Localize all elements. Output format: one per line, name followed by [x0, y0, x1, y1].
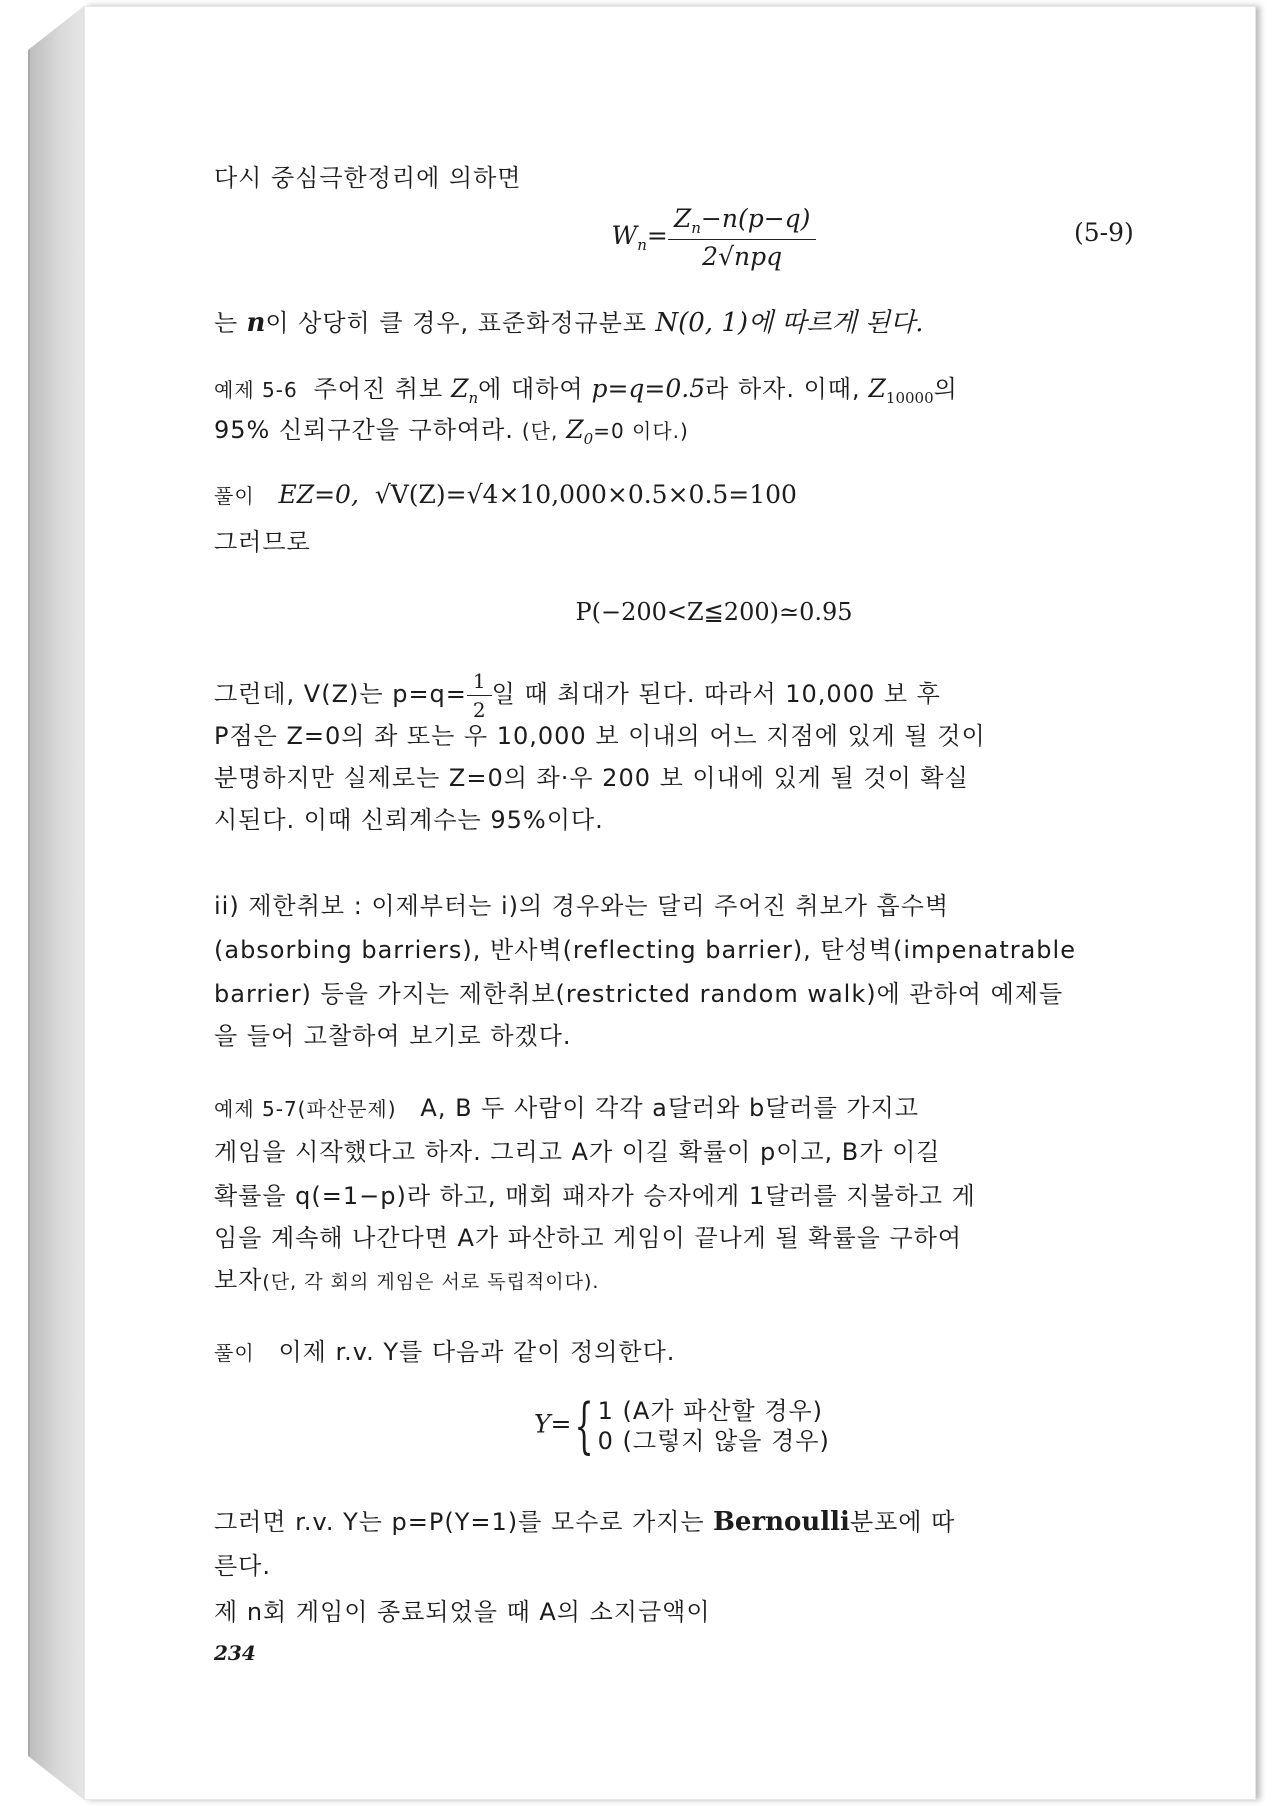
section-ii-line1: ii) 제한취보 : 이제부터는 i)의 경우와는 달리 주어진 취보가 흡수벽 [214, 892, 950, 920]
eq-denominator: 2√npq [702, 242, 783, 271]
page-number: 234 [214, 1641, 256, 1665]
text-line: 는 n이 상당히 클 경우, 표준화정규분포 N(0, 1)에 따르게 된다. [214, 308, 924, 338]
example-5-7-line5: 보자(단, 각 회의 게임은 서로 독립적이다). [214, 1266, 600, 1294]
paragraph-line: 그런데, V(Z)는 p=q= $\frac{1}{2}$ 일 때 최대가 된다. 따라서 10,000 보 후 [214, 669, 941, 722]
equation-number: (5-9) [1074, 218, 1134, 247]
paragraph-line: 분명하지만 실제로는 Z=0의 좌·우 200 보 이내에 있게 될 것이 확실 [214, 764, 969, 792]
eq-numerator: Z [673, 204, 692, 233]
section-ii-line2: (absorbing barriers), 반사벽(reflecting barrier), 탄성벽(impenatrable [214, 936, 1076, 964]
solution-line: 풀이 이제 r.v. Y를 다음과 같이 정의한다. [214, 1338, 676, 1366]
paragraph-line: 제 n회 게임이 종료되었을 때 A의 소지금액이 [214, 1598, 711, 1626]
solution-label: 풀이 [214, 484, 255, 508]
solution-line: 풀이 EZ=0, √V(Z)=√4×10,000×0.5×0.5=100 [214, 480, 797, 509]
cases-equation: Y={ 1 (A가 파산할 경우) 0 (그렇지 않을 경우) [534, 1391, 830, 1461]
text-line: 그러므로 [214, 528, 311, 556]
book-spine-line [28, 50, 30, 1756]
paragraph-line: 른다. [214, 1552, 271, 1580]
section-ii-line4: 을 들어 고찰하여 보기로 하겠다. [214, 1022, 572, 1050]
probability-equation: P(−200<Z≦200)≃0.95 [575, 598, 853, 626]
example-5-7-line1: 예제 5-7(파산문제) A, B 두 사람이 각각 a달러와 b달러를 가지고 [214, 1094, 920, 1122]
example-label: 예제 5-6 [214, 378, 298, 402]
paragraph-line: P점은 Z=0의 좌 또는 우 10,000 보 이내의 어느 지점에 있게 될 것이 [214, 722, 986, 750]
paragraph-line: 그러면 r.v. Y는 p=P(Y=1)를 모수로 가지는 Bernoulli분포에 따 [214, 1507, 956, 1537]
text-line: 다시 중심극한정리에 의하면 [214, 164, 522, 192]
example-5-6-line1: 예제 5-6 주어진 취보 $Z_n$에 대하여 p=q=0.5라 하자. 이때, $Z_{10000}$의 [214, 374, 958, 407]
book-spine-edge [28, 6, 84, 1800]
example-5-7-line2: 게임을 시작했다고 하자. 그리고 A가 이길 확률이 p이고, B가 이길 [214, 1138, 941, 1166]
section-ii-line3: barrier) 등을 가지는 제한취보(restricted random walk)에 관하여 예제들 [214, 980, 1064, 1008]
eq-numerator-tail: −n(p−q) [700, 204, 811, 233]
paragraph-line: 시된다. 이때 신뢰계수는 95%이다. [214, 806, 604, 834]
eq-fraction: $\frac{Z_n-n(p-q)}{\text{2√npq}}$ [668, 204, 817, 271]
eq-lhs: W [611, 221, 638, 250]
example-5-6-line2: 95% 신뢰구간을 구하여라. (단, $Z_0=0$ 이다.) [214, 415, 689, 448]
example-5-7-line3: 확률을 q(=1−p)라 하고, 매회 패자가 승자에게 1달러를 지불하고 게 [214, 1182, 976, 1210]
equation-5-9: $W_n=$ $\frac{Z_n-n(p-q)}{\text{2√npq}}$ [214, 204, 1214, 271]
example-label: 예제 5-7(파산문제) [214, 1097, 397, 1121]
book-page [84, 6, 1256, 1800]
example-5-7-line4: 임을 계속해 나간다면 A가 파산하고 게임이 끝나게 될 확률을 구하여 [214, 1224, 963, 1252]
solution-label: 풀이 [214, 1341, 255, 1365]
